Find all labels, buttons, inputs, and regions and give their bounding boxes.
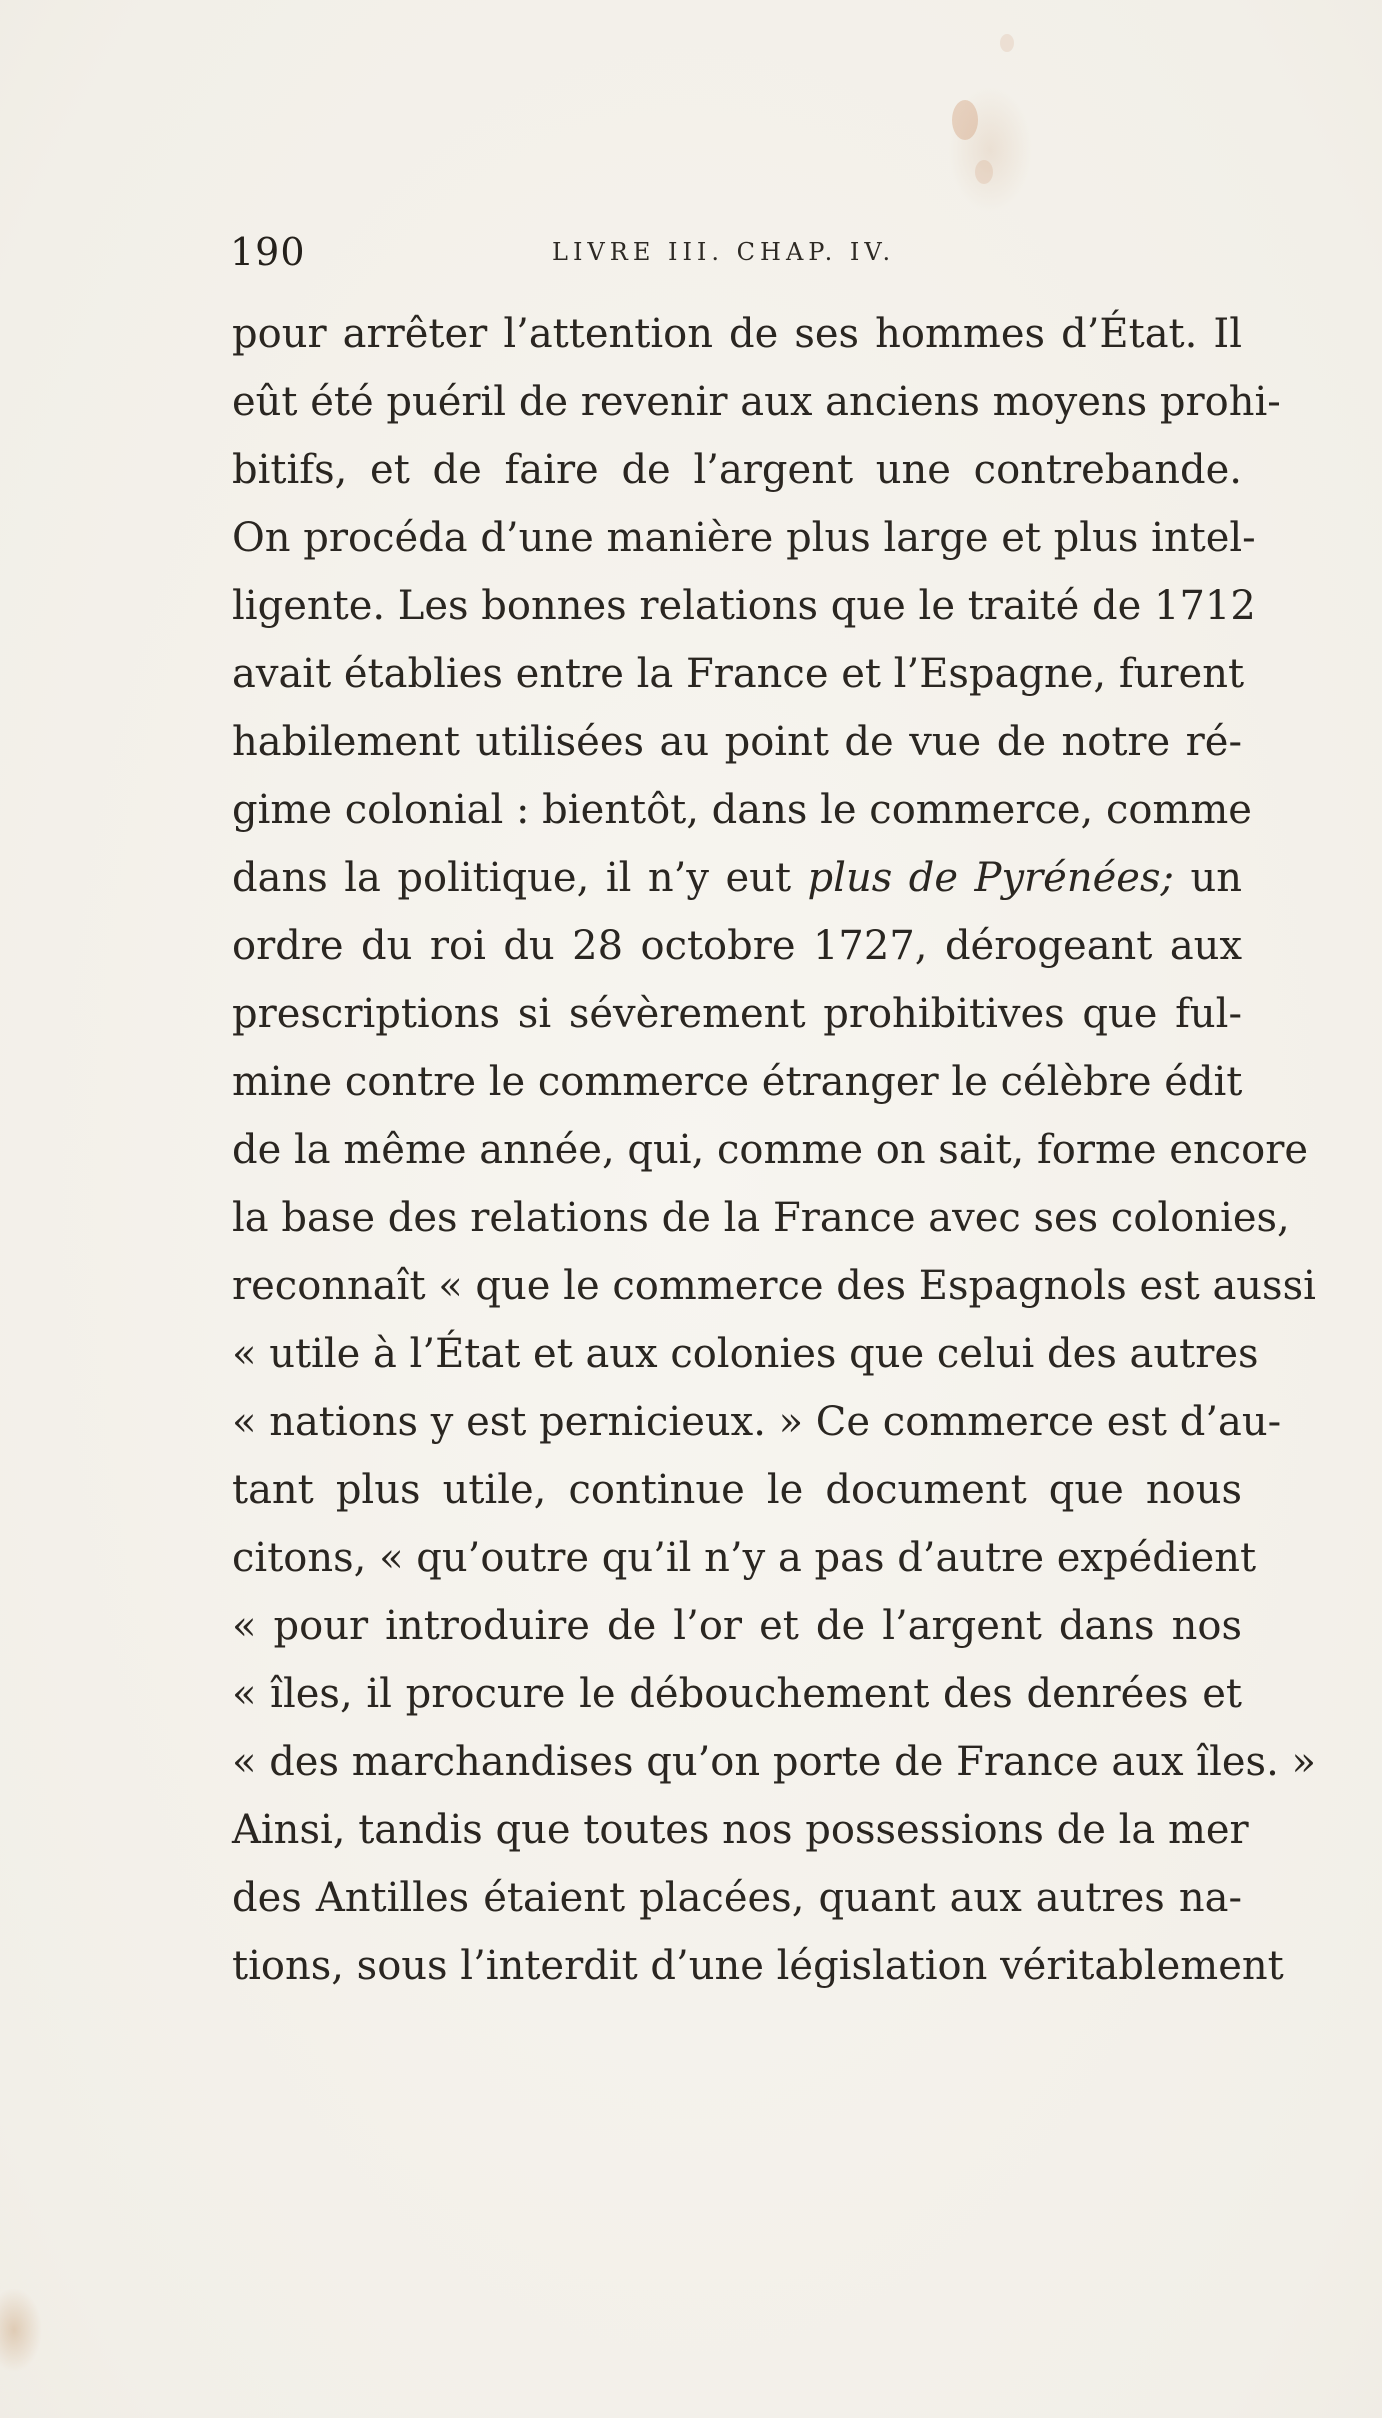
text-line: bitifs, et de faire de l’argent une contrebande. bbox=[232, 447, 1242, 493]
text-line: prescriptions si sévèrement prohibitives que ful- bbox=[232, 991, 1242, 1037]
text-line: Ainsi, tandis que toutes nos possessions de la mer bbox=[232, 1807, 1249, 1853]
body-text bbox=[232, 300, 1316, 2000]
text-segment: dans la politique, il n’y eut bbox=[232, 855, 808, 901]
page-header bbox=[230, 230, 1250, 290]
text-line: pour arrêter l’attention de ses hommes d’État. Il bbox=[232, 311, 1242, 357]
text-line: « utile à l’État et aux colonies que celui des autres bbox=[232, 1331, 1259, 1377]
text-line: « des marchandises qu’on porte de France aux îles. » bbox=[232, 1739, 1316, 1785]
text-line: mine contre le commerce étranger le célèbre édit bbox=[232, 1059, 1243, 1105]
foxing-stain bbox=[952, 100, 978, 140]
text-line: eût été puéril de revenir aux anciens moyens prohi- bbox=[232, 379, 1281, 425]
text-line: « nations y est pernicieux. » Ce commerce est d’au- bbox=[232, 1399, 1282, 1445]
text-line: tant plus utile, continue le document que nous bbox=[232, 1467, 1242, 1513]
page-number: 190 bbox=[230, 230, 306, 274]
text-segment: un bbox=[1173, 855, 1243, 901]
foxing-stain bbox=[975, 160, 993, 184]
text-line: reconnaît « que le commerce des Espagnols est aussi bbox=[232, 1263, 1316, 1309]
text-line: la base des relations de la France avec ses colonies, bbox=[232, 1195, 1290, 1241]
text-line: citons, « qu’outre qu’il n’y a pas d’autre expédient bbox=[232, 1535, 1257, 1581]
text-line: gime colonial : bientôt, dans le commerce, comme bbox=[232, 787, 1252, 833]
text-line: avait établies entre la France et l’Espagne, furent bbox=[232, 651, 1245, 697]
text-line: « îles, il procure le débouchement des denrées et bbox=[232, 1671, 1242, 1717]
foxing-stain bbox=[1000, 34, 1014, 52]
text-line: de la même année, qui, comme on sait, forme encore bbox=[232, 1127, 1308, 1173]
text-line: ligente. Les bonnes relations que le traité de 1712 bbox=[232, 583, 1256, 629]
text-line: ordre du roi du 28 octobre 1727, dérogeant aux bbox=[232, 923, 1242, 969]
text-line: On procéda d’une manière plus large et plus intel- bbox=[232, 515, 1256, 561]
text-line: « pour introduire de l’or et de l’argent dans nos bbox=[232, 1603, 1242, 1649]
text-line bbox=[232, 844, 1242, 912]
text-line: tions, sous l’interdit d’une législation véritablement bbox=[232, 1943, 1284, 1989]
italic-phrase: plus de Pyrénées; bbox=[807, 855, 1174, 901]
text-line: des Antilles étaient placées, quant aux autres na- bbox=[232, 1875, 1242, 1921]
running-head: LIVRE III. CHAP. IV. bbox=[552, 238, 896, 266]
text-line: habilement utilisées au point de vue de notre ré- bbox=[232, 719, 1242, 765]
